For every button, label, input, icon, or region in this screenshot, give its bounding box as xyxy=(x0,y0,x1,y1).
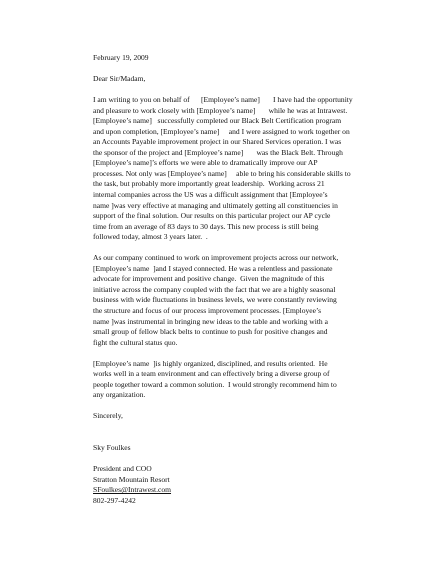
paragraph-1-line: and pleasure to work closely with [Employee’s name] while he was at Intrawest. xyxy=(93,105,348,115)
paragraph-2-line: the structure and focus of our process improvement processes. [Employee’s xyxy=(93,305,322,315)
paragraph-1-line: the task, but probably more importantly great leadership. Working across 21 xyxy=(93,179,325,189)
paragraph-2-line: advocate for improvement and positive change. Given the magnitude of this xyxy=(93,274,325,284)
signer-name: Sky Foulkes xyxy=(93,442,131,452)
salutation: Dear Sir/Madam, xyxy=(93,74,146,84)
paragraph-1-line: [Employee’s name] successfully completed our Black Belt Certification program xyxy=(93,116,342,126)
paragraph-3-line: any organization. xyxy=(93,390,146,400)
paragraph-2-line: [Employee’s name ]and I stayed connected. He was a relentless and passionate xyxy=(93,263,333,273)
paragraph-1-line: [Employee’s name]’s efforts we were able to dramatically improve our AP xyxy=(93,158,318,168)
signer-title: President and COO xyxy=(93,463,152,473)
paragraph-3 xyxy=(93,359,355,401)
paragraph-2-line: As our company continued to work on improvement projects across our network, xyxy=(93,253,339,263)
paragraph-1-line: processes. Not only was [Employee’s name] able to bring his considerable skills to xyxy=(93,168,351,178)
paragraph-2-line: name ]was instrumental in bringing new ideas to the table and working with a xyxy=(93,316,328,326)
paragraph-1-line: I am writing to you on behalf of [Employee’s name] I have had the opportunity xyxy=(93,95,353,105)
signer-email-link[interactable]: SFoulkes@Intrawest.com xyxy=(93,485,172,495)
closing: Sincerely, xyxy=(93,411,123,421)
signer-organization: Stratton Mountain Resort xyxy=(93,474,170,484)
letter-body xyxy=(93,53,355,506)
paragraph-3-line: people together toward a common solution. I would strongly recommend him to xyxy=(93,379,337,389)
paragraph-3-line: works well in a team environment and can effectively bring a diverse group of xyxy=(93,369,330,379)
paragraph-1-line: internal companies across the US was a difficult assignment that [Employee’s xyxy=(93,190,328,200)
paragraph-1-line: followed today, almost 3 years later. . xyxy=(93,232,208,242)
paragraph-1-line: the sponsor of the project and [Employee’s name] was the Black Belt. Through xyxy=(93,147,343,157)
paragraph-2-line: business with wide fluctuations in business levels, we were constantly reviewing xyxy=(93,295,337,305)
paragraph-1-line: name ]was very effective at managing and ultimately getting all constituencies in xyxy=(93,200,338,210)
paragraph-1-line: an Accounts Payable improvement project in our Shared Services operation. I was xyxy=(93,137,342,147)
signature-block xyxy=(93,443,355,506)
signer-phone: 802-297-4242 xyxy=(93,495,136,505)
letter-date: February 19, 2009 xyxy=(93,53,149,62)
paragraph-1 xyxy=(93,95,355,243)
paragraph-1-line: time from an average of 83 days to 30 days. This new process is still being xyxy=(93,221,319,231)
paragraph-1-line: support of the final solution. Our results on this particular project our AP cycle xyxy=(93,211,331,221)
paragraph-2-line: small group of fellow black belts to continue to push for positive changes and xyxy=(93,327,328,337)
paragraph-1-line: and upon completion, [Employee’s name] and I were assigned to work together on xyxy=(93,126,350,136)
paragraph-2-line: initiative across the company coupled with the fact that we are a highly seasonal xyxy=(93,284,336,294)
paragraph-2 xyxy=(93,253,355,348)
paragraph-2-line: fight the cultural status quo. xyxy=(93,337,178,347)
paragraph-3-line: [Employee’s name ]is highly organized, disciplined, and results oriented. He xyxy=(93,358,328,368)
